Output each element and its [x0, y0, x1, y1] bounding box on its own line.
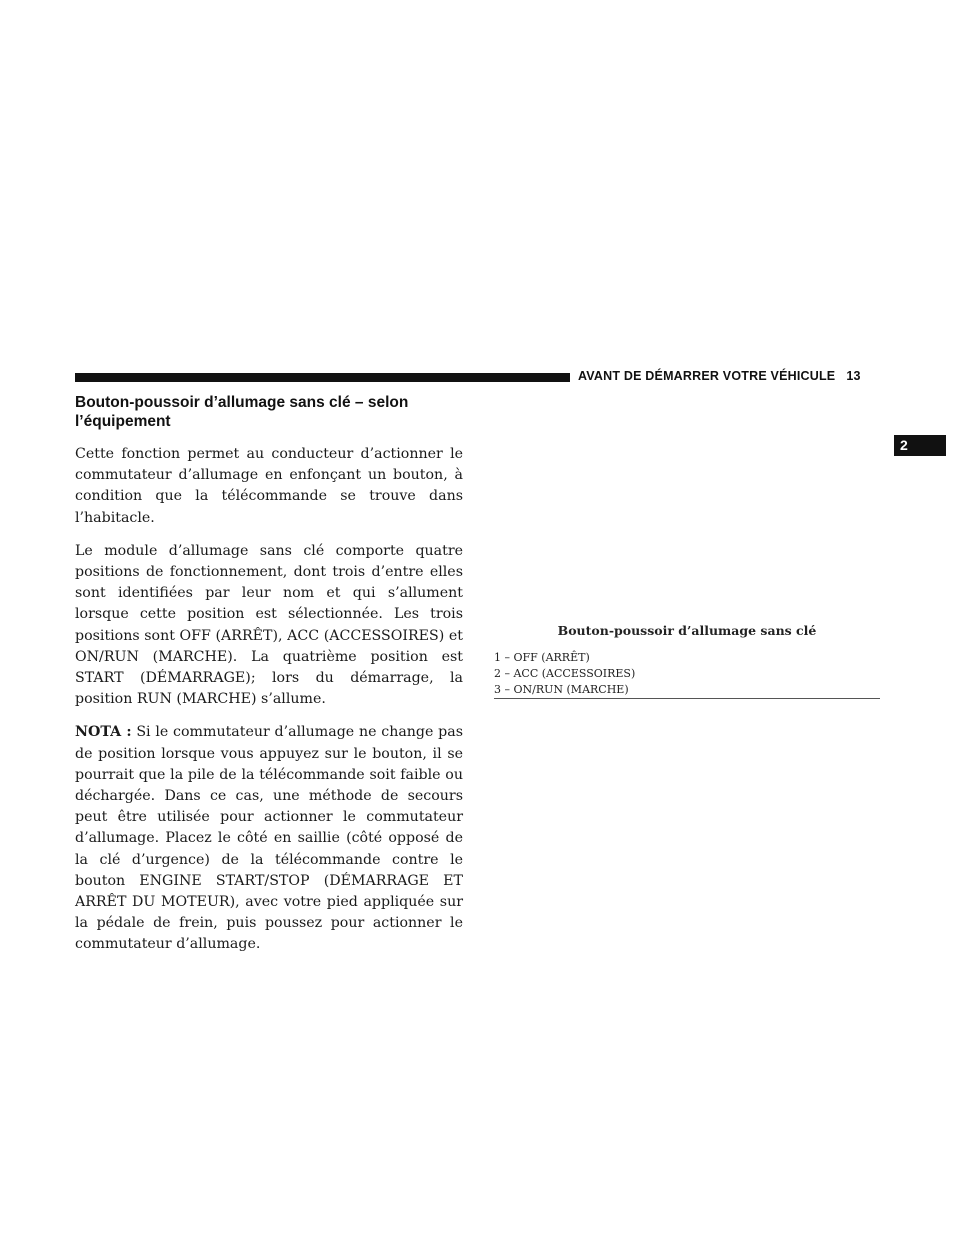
running-title: AVANT DE DÉMARRER VOTRE VÉHICULE	[578, 369, 836, 383]
main-text-column	[75, 393, 463, 968]
figure-legend	[494, 650, 880, 698]
running-head	[578, 369, 883, 387]
chapter-tab: 2	[894, 435, 946, 456]
paragraph-positions: Le module d’allumage sans clé comporte quatre positions de fonctionnement, dont trois d’entre elles sont identifiées par leur nom et qui s’allument lorsque cette position est sélectionnée. Les trois positions sont OFF (ARRÊT), ACC (ACCESSOIRES) et ON/RUN (MARCHE). La quatrième position est START (DÉMARRAGE); lors du démarrage, la position RUN (MARCHE) s’allume.	[75, 542, 463, 708]
note-text: Si le commutateur d’allumage ne change pas de position lorsque vous appuyez sur le bouton, il se pourrait que la pile de la télécommande soit faible ou déchargée. Dans ce cas, une méthode de secours peut être utilisée pour actionner le commutateur d’allumage. Placez le côté en saillie (côté opposé de la clé d’urgence) de la télécommande contre le bouton ENGINE START/STOP (DÉMARRAGE ET ARRÊT DU MOTEUR), avec votre pied appliquée sur la pédale de frein, puis poussez pour actionner le commutateur d’allumage.	[75, 724, 463, 953]
note-paragraph	[75, 722, 463, 955]
figure-caption: Bouton-poussoir d’allumage sans clé	[557, 623, 817, 638]
legend-divider	[494, 698, 880, 699]
paragraph-intro: Cette fonction permet au conducteur d’actionner le commutateur d’allumage en enfonçant un bouton, à condition que la télécommande se trouve dans l’habitacle.	[75, 446, 463, 526]
legend-item-on-run: 3 – ON/RUN (MARCHE)	[494, 683, 629, 696]
legend-item-acc: 2 – ACC (ACCESSOIRES)	[494, 667, 636, 680]
page-number: 13	[846, 369, 861, 383]
section-heading: Bouton-poussoir d’allumage sans clé – selon l’équipement	[75, 394, 409, 430]
note-label: NOTA :	[75, 724, 132, 741]
header-rule-bar	[75, 373, 570, 382]
legend-item-off: 1 – OFF (ARRÊT)	[494, 651, 590, 664]
